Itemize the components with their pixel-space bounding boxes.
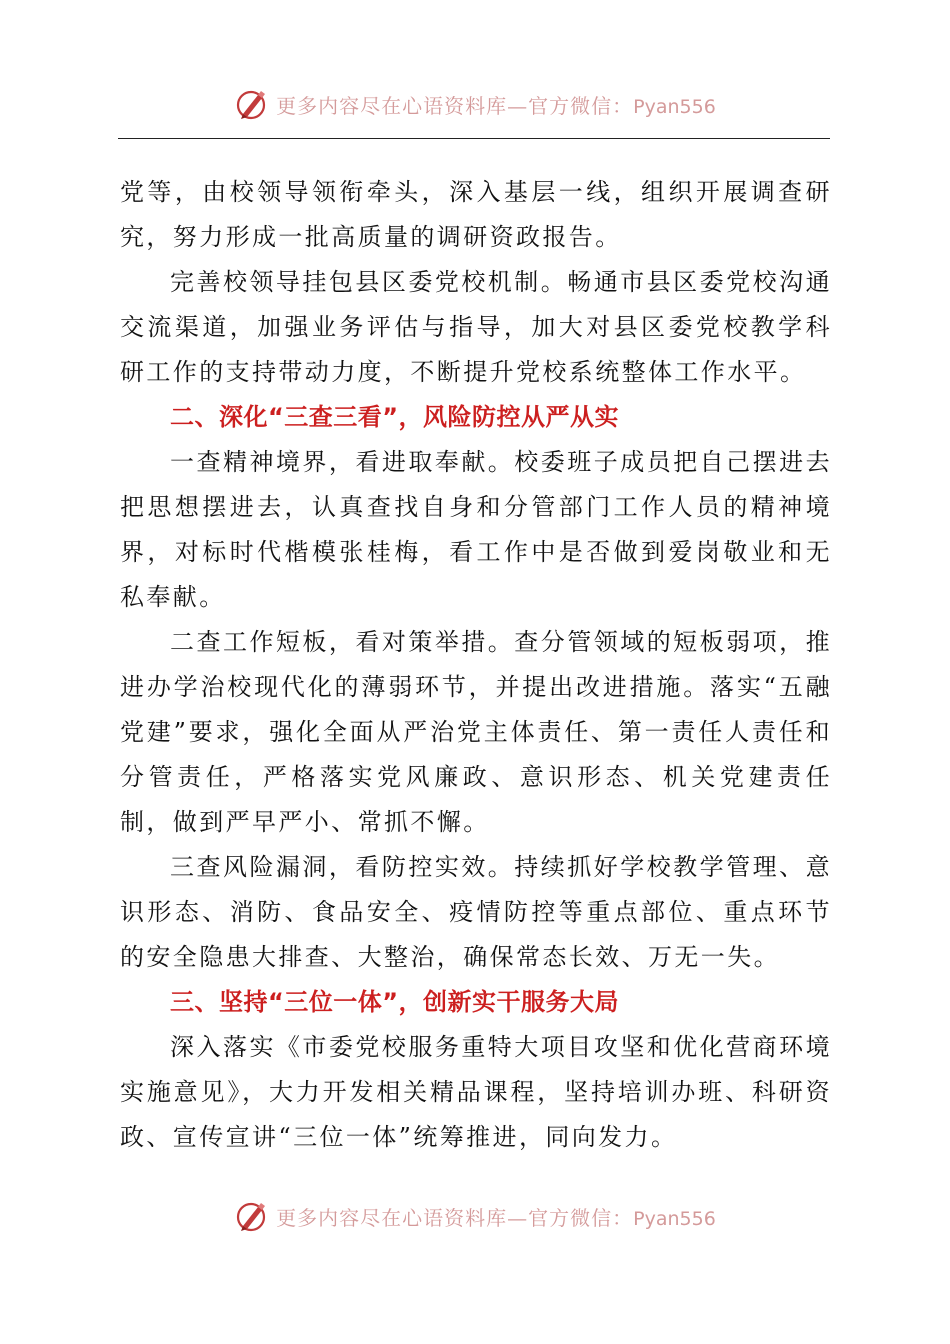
watermark-text: 更多内容尽在心语资料库—官方微信：Pyan556	[276, 1205, 716, 1230]
paragraph: 深入落实《市委党校服务重特大项目攻坚和优化营商环境实施意见》，大力开发相关精品课程，坚持培训办班、科研资政、宣传宣讲“三位一体”统筹推进，同向发力。	[120, 1033, 832, 1151]
paragraph: 二查工作短板，看对策举措。查分管领域的短板弱项，推进办学治校现代化的薄弱环节，并提出改进措施。落实“五融党建”要求，强化全面从严治党主体责任、第一责任人责任和分管责任，严格落实党风廉政、意识形态、机关党建责任制，做到严早严小、常抓不懈。	[120, 628, 832, 836]
paragraph: 党等，由校领导领衔牵头，深入基层一线，组织开展调查研究，努力形成一批高质量的调研资政报告。	[120, 178, 832, 251]
watermark-text: 更多内容尽在心语资料库—官方微信：Pyan556	[276, 93, 716, 118]
paragraph: 完善校领导挂包县区委党校机制。畅通市县区委党校沟通交流渠道，加强业务评估与指导，加大对县区委党校教学科研工作的支持带动力度，不断提升党校系统整体工作水平。	[120, 268, 832, 386]
section-heading: 三、坚持“三位一体”，创新实干服务大局	[170, 988, 620, 1016]
pen-logo-icon	[234, 1198, 270, 1234]
pen-logo-icon	[234, 86, 270, 122]
paragraph: 一查精神境界，看进取奉献。校委班子成员把自己摆进去把思想摆进去，认真查找自身和分管部门工作人员的精神境界，对标时代楷模张桂梅，看工作中是否做到爱岗敬业和无私奉献。	[120, 448, 832, 611]
footer-watermark	[0, 1196, 950, 1236]
header-divider	[118, 138, 830, 139]
header-watermark	[0, 84, 950, 124]
paragraph: 三查风险漏洞，看防控实效。持续抓好学校教学管理、意识形态、消防、食品安全、疫情防控等重点部位、重点环节的安全隐患大排查、大整治，确保常态长效、万无一失。	[120, 853, 832, 971]
section-heading: 二、深化“三查三看”，风险防控从严从实	[170, 403, 620, 431]
document-body	[120, 170, 832, 1160]
